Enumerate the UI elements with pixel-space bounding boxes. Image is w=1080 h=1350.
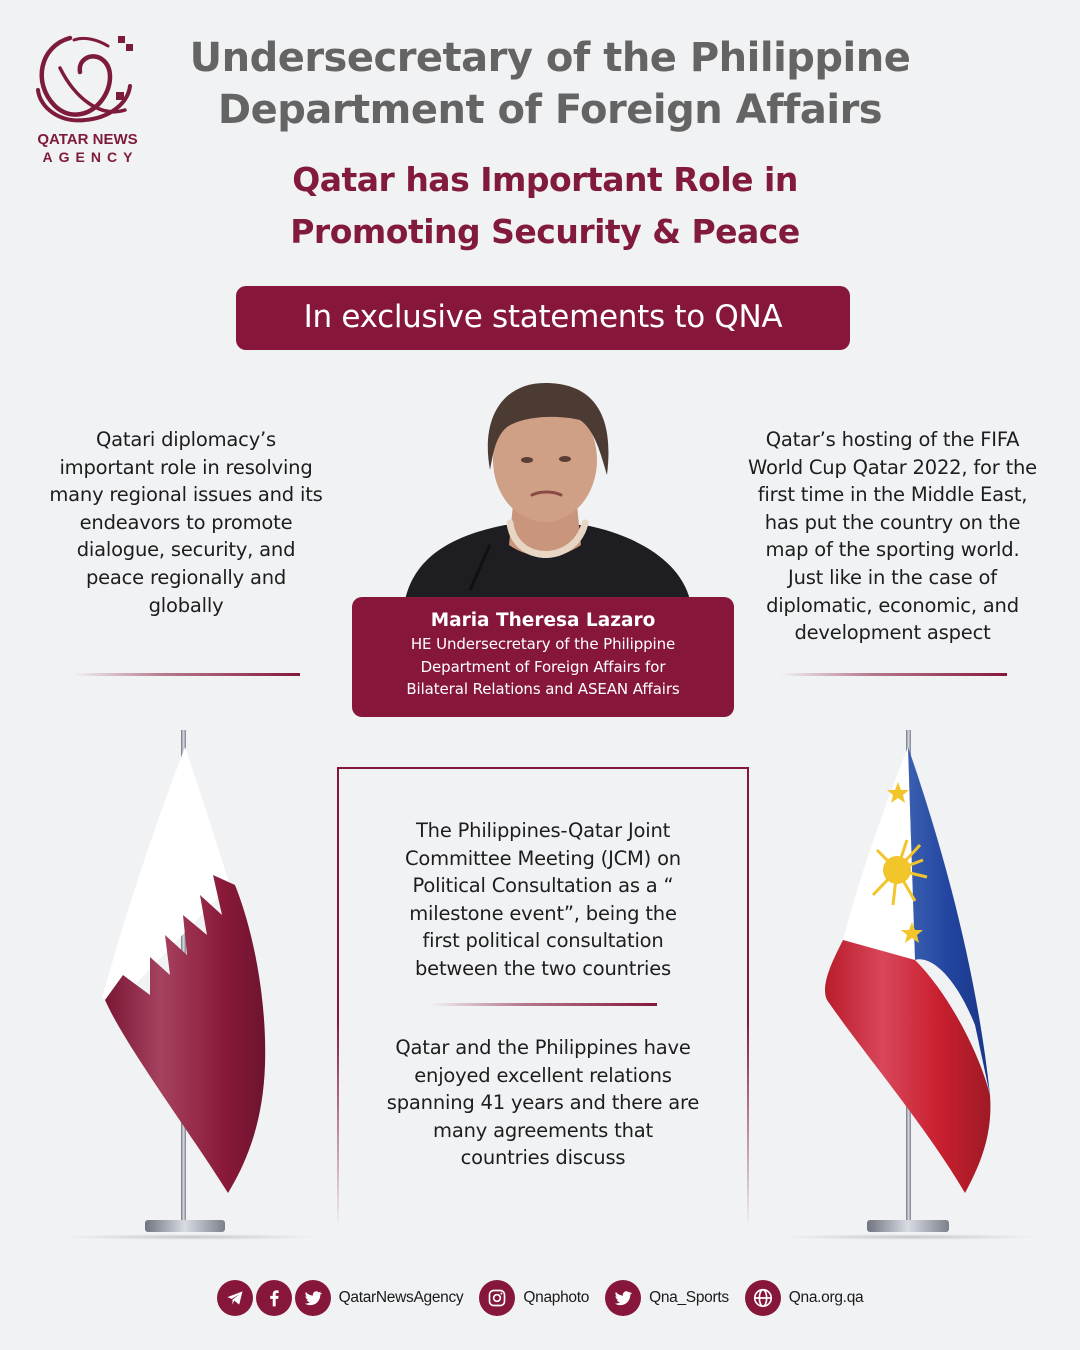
brand-name-line1: QATAR NEWS <box>37 131 138 148</box>
philippines-flag-shadow <box>780 1234 1040 1240</box>
social-handle[interactable]: QatarNewsAgency <box>338 1289 464 1306</box>
title-line: Undersecretary of the Philippine <box>189 35 911 81</box>
telegram-icon[interactable] <box>217 1280 253 1316</box>
page-title <box>160 32 940 136</box>
right-divider <box>780 673 1007 676</box>
quote-line: dialogue, security, and <box>76 538 296 562</box>
speaker-name: Maria Theresa Lazaro <box>430 610 656 631</box>
left-quote <box>30 426 342 619</box>
speaker-title-line: HE Undersecretary of the Philippine <box>410 635 676 653</box>
statement-line: spanning 41 years and there are <box>386 1091 700 1115</box>
statement-line: many agreements that <box>433 1118 653 1142</box>
statement-line: countries discuss <box>460 1146 626 1170</box>
statement-line: Political Consultation as a “ <box>412 874 674 898</box>
qna-logo <box>30 28 145 168</box>
instagram-icon[interactable] <box>479 1280 515 1316</box>
social-handle[interactable]: Qnaphoto <box>523 1289 590 1306</box>
social-group-qnaphoto[interactable] <box>479 1280 589 1316</box>
facebook-icon[interactable] <box>256 1280 292 1316</box>
statement-line: Qatar and the Philippines have <box>395 1036 691 1059</box>
left-divider <box>73 673 300 676</box>
statement-relations <box>337 1034 749 1172</box>
statement-line: enjoyed excellent relations <box>414 1063 672 1087</box>
speaker-title-line: Bilateral Relations and ASEAN Affairs <box>406 680 680 698</box>
center-divider <box>430 1003 657 1006</box>
quote-line: important role in resolving <box>59 455 313 479</box>
speaker-title-line: Department of Foreign Affairs for <box>420 657 666 676</box>
qna-logo-icon <box>30 28 145 128</box>
statement-line: milestone event”, being the <box>409 901 677 925</box>
quote-line: Qatari diplomacy’s <box>95 428 276 451</box>
social-handle[interactable]: Qna_Sports <box>649 1289 729 1306</box>
twitter-icon[interactable] <box>295 1280 331 1316</box>
speaker-card <box>352 597 734 717</box>
brand-name-line2: AGENCY <box>42 149 139 165</box>
twitter-icon[interactable] <box>605 1280 641 1316</box>
title-line: Department of Foreign Affairs <box>217 87 883 133</box>
quote-line: first time in the Middle East, <box>757 483 1028 507</box>
social-group-qatarnewsagency[interactable] <box>217 1280 464 1316</box>
website-link[interactable]: Qna.org.qa <box>788 1289 864 1306</box>
quote-line: Qatar’s hosting of the FIFA <box>765 428 1020 451</box>
philippines-flag <box>815 725 1015 1240</box>
quote-line: Just like in the case of <box>788 565 997 589</box>
qatar-flag <box>95 725 295 1240</box>
right-quote <box>740 426 1045 647</box>
statements-box <box>337 767 749 1225</box>
statement-line: first political consultation <box>422 929 664 953</box>
quote-line: map of the sporting world. <box>765 538 1020 562</box>
subtitle-line: Promoting Security & Peace <box>290 212 800 251</box>
globe-icon[interactable] <box>745 1280 781 1316</box>
statement-line: Committee Meeting (JCM) on <box>405 846 681 870</box>
quote-line: globally <box>148 593 224 617</box>
statement-line: between the two countries <box>414 956 672 980</box>
social-group-website[interactable] <box>745 1280 864 1316</box>
quote-line: many regional issues and its <box>49 483 323 507</box>
quote-line: World Cup Qatar 2022, for the <box>748 455 1037 479</box>
social-footer <box>0 1278 1080 1318</box>
quote-line: peace regionally and <box>85 565 287 589</box>
statement-line: The Philippines-Qatar Joint <box>415 819 671 842</box>
quote-line: has put the country on the <box>764 510 1021 534</box>
quote-line: diplomatic, economic, and <box>766 593 1019 617</box>
statement-jcm <box>337 817 749 983</box>
page-subtitle <box>200 154 890 258</box>
social-group-qna-sports[interactable] <box>605 1280 729 1316</box>
quote-line: development aspect <box>794 621 991 645</box>
portrait-photo <box>395 375 695 600</box>
exclusive-banner: In exclusive statements to QNA <box>236 286 850 350</box>
quote-line: endeavors to promote <box>79 510 293 534</box>
subtitle-line: Qatar has Important Role in <box>292 160 798 199</box>
qatar-flag-shadow <box>60 1234 320 1240</box>
